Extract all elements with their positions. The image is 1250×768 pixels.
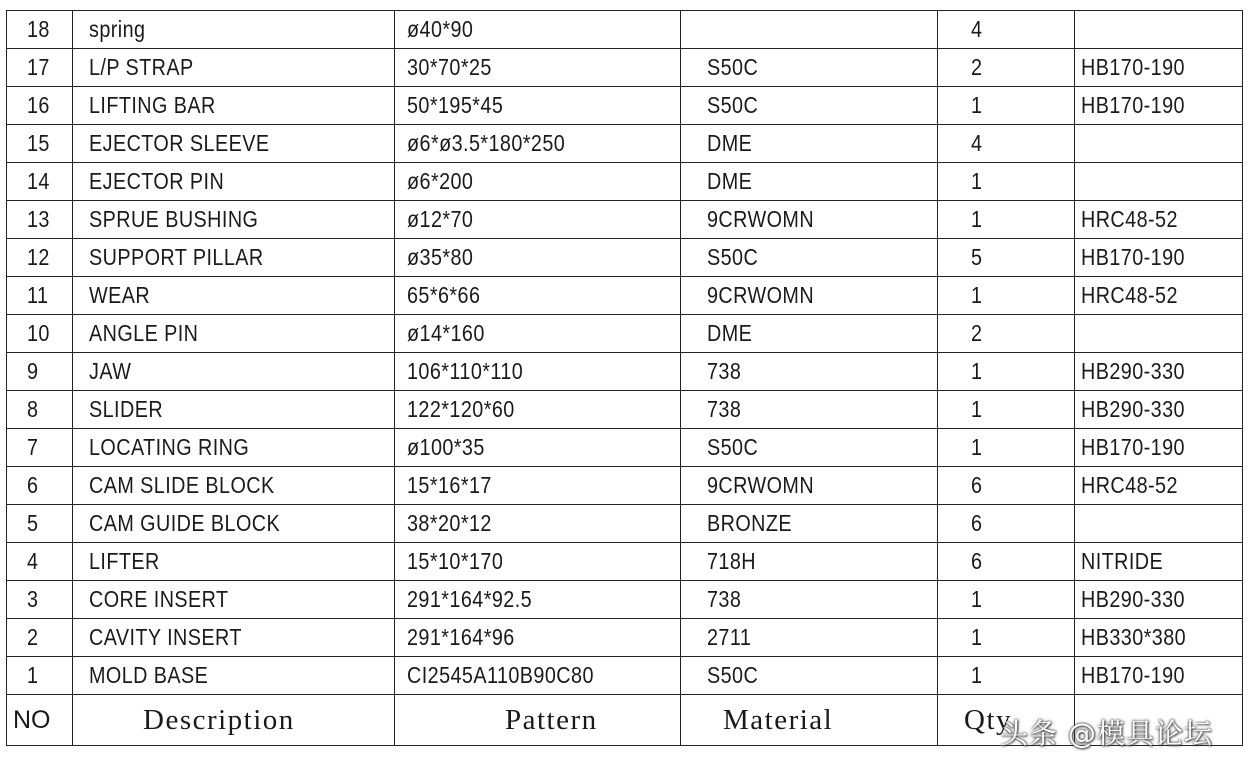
cell-pattern: ø100*35 <box>395 429 681 467</box>
table-row <box>7 11 1243 49</box>
cell-remark <box>1075 315 1243 353</box>
table-row <box>7 543 1243 581</box>
cell-remark: HB170-190 <box>1075 87 1243 125</box>
cell-no: 3 <box>7 581 73 619</box>
table-row <box>7 505 1243 543</box>
header-material: Material <box>681 695 938 746</box>
header-qty: Qty <box>938 695 1075 746</box>
cell-description: SLIDER <box>73 391 395 429</box>
cell-qty: 1 <box>938 391 1075 429</box>
cell-pattern: 106*110*110 <box>395 353 681 391</box>
cell-no: 6 <box>7 467 73 505</box>
cell-no: 9 <box>7 353 73 391</box>
table-row <box>7 163 1243 201</box>
table-row <box>7 239 1243 277</box>
cell-pattern: CI2545A110B90C80 <box>395 657 681 695</box>
cell-description: LOCATING RING <box>73 429 395 467</box>
cell-material: DME <box>681 125 938 163</box>
cell-no: 5 <box>7 505 73 543</box>
cell-pattern: 291*164*92.5 <box>395 581 681 619</box>
cell-material: S50C <box>681 49 938 87</box>
table-row <box>7 87 1243 125</box>
table-row <box>7 277 1243 315</box>
cell-no: 18 <box>7 11 73 49</box>
cell-description: SPRUE BUSHING <box>73 201 395 239</box>
cell-material: S50C <box>681 87 938 125</box>
cell-qty: 4 <box>938 11 1075 49</box>
cell-qty: 6 <box>938 505 1075 543</box>
cell-no: 11 <box>7 277 73 315</box>
cell-material: 738 <box>681 353 938 391</box>
cell-remark <box>1075 11 1243 49</box>
cell-description: LIFTER <box>73 543 395 581</box>
cell-pattern: 15*10*170 <box>395 543 681 581</box>
table-row <box>7 657 1243 695</box>
cell-no: 7 <box>7 429 73 467</box>
cell-no: 14 <box>7 163 73 201</box>
cell-remark: HB290-330 <box>1075 391 1243 429</box>
cell-remark: HB290-330 <box>1075 581 1243 619</box>
cell-remark <box>1075 505 1243 543</box>
bom-rows <box>7 11 1243 695</box>
cell-qty: 6 <box>938 467 1075 505</box>
cell-description: CAM GUIDE BLOCK <box>73 505 395 543</box>
header-description: Description <box>73 695 395 746</box>
table-row <box>7 391 1243 429</box>
cell-remark: HRC48-52 <box>1075 201 1243 239</box>
cell-description: EJECTOR PIN <box>73 163 395 201</box>
cell-no: 8 <box>7 391 73 429</box>
cell-pattern: ø35*80 <box>395 239 681 277</box>
cell-description: L/P STRAP <box>73 49 395 87</box>
cell-qty: 1 <box>938 581 1075 619</box>
table-row <box>7 49 1243 87</box>
watermark-text: 头条 @模具论坛 <box>1000 717 1213 750</box>
cell-qty: 1 <box>938 163 1075 201</box>
header-no: NO <box>7 695 73 746</box>
cell-no: 1 <box>7 657 73 695</box>
cell-remark: HRC48-52 <box>1075 467 1243 505</box>
cell-remark: HB330*380 <box>1075 619 1243 657</box>
cell-pattern: ø40*90 <box>395 11 681 49</box>
cell-material: BRONZE <box>681 505 938 543</box>
cell-description: spring <box>73 11 395 49</box>
cell-remark: HB170-190 <box>1075 657 1243 695</box>
cell-description: WEAR <box>73 277 395 315</box>
header-pattern: Pattern <box>395 695 681 746</box>
cell-qty: 6 <box>938 543 1075 581</box>
cell-material: 2711 <box>681 619 938 657</box>
cell-remark: HB170-190 <box>1075 429 1243 467</box>
cell-pattern: ø12*70 <box>395 201 681 239</box>
cell-pattern: 15*16*17 <box>395 467 681 505</box>
cell-material: DME <box>681 315 938 353</box>
cell-no: 17 <box>7 49 73 87</box>
cell-material: 738 <box>681 391 938 429</box>
cell-qty: 2 <box>938 315 1075 353</box>
cell-no: 2 <box>7 619 73 657</box>
cell-material: 718H <box>681 543 938 581</box>
cell-description: CAM SLIDE BLOCK <box>73 467 395 505</box>
cell-pattern: 291*164*96 <box>395 619 681 657</box>
cell-no: 13 <box>7 201 73 239</box>
cell-pattern: ø6*200 <box>395 163 681 201</box>
cell-description: SUPPORT PILLAR <box>73 239 395 277</box>
cell-description: ANGLE PIN <box>73 315 395 353</box>
cell-qty: 1 <box>938 619 1075 657</box>
cell-pattern: 30*70*25 <box>395 49 681 87</box>
table-row <box>7 125 1243 163</box>
cell-material: 738 <box>681 581 938 619</box>
cell-pattern: ø14*160 <box>395 315 681 353</box>
cell-remark: HRC48-52 <box>1075 277 1243 315</box>
cell-description: CAVITY INSERT <box>73 619 395 657</box>
cell-description: CORE INSERT <box>73 581 395 619</box>
table-row <box>7 353 1243 391</box>
cell-pattern: 65*6*66 <box>395 277 681 315</box>
cell-pattern: ø6*ø3.5*180*250 <box>395 125 681 163</box>
cell-pattern: 122*120*60 <box>395 391 681 429</box>
cell-description: LIFTING BAR <box>73 87 395 125</box>
cell-remark: HB170-190 <box>1075 49 1243 87</box>
cell-material: 9CRWOMN <box>681 277 938 315</box>
cell-description: JAW <box>73 353 395 391</box>
cell-qty: 1 <box>938 429 1075 467</box>
cell-qty: 1 <box>938 657 1075 695</box>
cell-material: 9CRWOMN <box>681 467 938 505</box>
cell-material: S50C <box>681 239 938 277</box>
cell-qty: 1 <box>938 87 1075 125</box>
cell-material: DME <box>681 163 938 201</box>
cell-qty: 2 <box>938 49 1075 87</box>
table-row <box>7 467 1243 505</box>
table-row <box>7 429 1243 467</box>
table-row <box>7 619 1243 657</box>
cell-qty: 1 <box>938 353 1075 391</box>
cell-no: 10 <box>7 315 73 353</box>
cell-qty: 5 <box>938 239 1075 277</box>
bill-of-materials-table <box>6 10 1243 746</box>
cell-qty: 4 <box>938 125 1075 163</box>
cell-remark: NITRIDE <box>1075 543 1243 581</box>
cell-pattern: 50*195*45 <box>395 87 681 125</box>
table-row <box>7 315 1243 353</box>
table-row <box>7 581 1243 619</box>
cell-remark: HB170-190 <box>1075 239 1243 277</box>
cell-qty: 1 <box>938 277 1075 315</box>
cell-no: 4 <box>7 543 73 581</box>
cell-pattern: 38*20*12 <box>395 505 681 543</box>
cell-remark <box>1075 125 1243 163</box>
cell-material: S50C <box>681 657 938 695</box>
cell-no: 15 <box>7 125 73 163</box>
cell-remark <box>1075 163 1243 201</box>
cell-description: EJECTOR SLEEVE <box>73 125 395 163</box>
table-row <box>7 201 1243 239</box>
cell-no: 12 <box>7 239 73 277</box>
cell-remark: HB290-330 <box>1075 353 1243 391</box>
cell-description: MOLD BASE <box>73 657 395 695</box>
cell-material <box>681 11 938 49</box>
cell-no: 16 <box>7 87 73 125</box>
cell-material: 9CRWOMN <box>681 201 938 239</box>
cell-material: S50C <box>681 429 938 467</box>
cell-qty: 1 <box>938 201 1075 239</box>
